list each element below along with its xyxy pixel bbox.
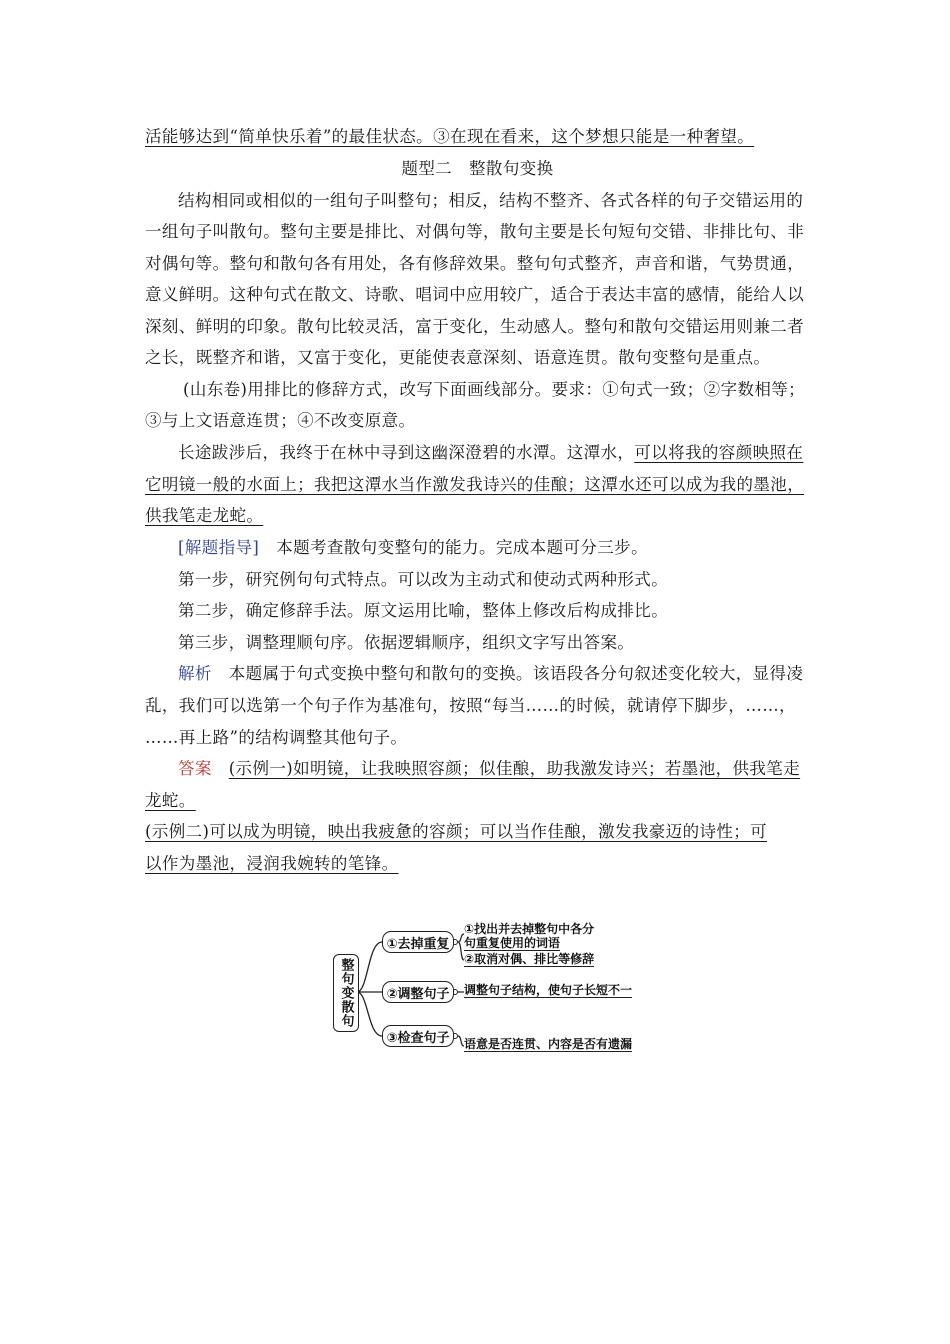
mind-map-leaf: ②取消对偶、排比等修辞 — [464, 952, 595, 966]
step-line: 第一步，研究例句句式特点。可以改为主动式和使动式两种形式。 — [178, 570, 669, 589]
answer-line — [145, 821, 810, 843]
step-line: 第二步，确定修辞手法。原文运用比喻，整体上修改后构成排比。 — [178, 601, 669, 620]
underlined-line: 它明镜一般的水面上；我把这潭水当作激发我诗兴的佳酿；这潭水还可以成为我的墨池， — [145, 475, 805, 494]
analysis-line — [145, 663, 843, 685]
step-line: 第三步，调整理顺句序。依据逻辑顺序，组织文字写出答案。 — [178, 633, 635, 652]
analysis-text: 本题属于句式变换中整句和散句的变换。该语段各分句叙述变化较大，显得凌 — [228, 664, 804, 683]
underlined-line: 供我笔走龙蛇。 — [145, 506, 264, 525]
underlined-text: 可以将我的容颜映照在 — [634, 443, 804, 462]
passage-line — [145, 442, 843, 464]
analysis-line: 乱，我们可以选第一个句子作为基准句，按照“每当……的时候，就请停下脚步，……， — [145, 696, 797, 715]
answer-line: 龙蛇。 — [145, 791, 196, 810]
paragraph-line: 之长，既整齐和谐，又富于变化，更能使表意深刻、语意连贯。散句变整句是重点。 — [145, 348, 771, 367]
analysis-line: ……再上路”的结构调整其他句子。 — [145, 728, 408, 747]
mind-map-branch: ②调整句子 — [382, 981, 454, 1003]
answer-line: 以作为墨池，浸润我婉转的笔锋。 — [145, 854, 399, 873]
mind-map-leaf: ①找出并去掉整句中各分 — [464, 922, 595, 936]
question-line: (山东卷)用排比的修辞方式，改写下面画线部分。要求：①句式一致；②字数相等； — [183, 380, 806, 399]
paragraph-line: 一组句子叫散句。整句主要是排比、对偶句等，散句主要是长句短句交错、非排比句、非 — [145, 222, 805, 241]
text-line: 活能够达到“简单快乐着”的最佳状态。③在现在看来，这个梦想只能是一种奢望。 — [145, 127, 755, 146]
answer-text: (示例一)如明镜，让我映照容颜；似佳酿，助我激发诗兴；若墨池，供我笔走 — [228, 759, 801, 778]
mind-map-leaf: 语意是否连贯、内容是否有遗漏 — [464, 1037, 633, 1051]
guide-label: [解题指导] — [178, 538, 260, 557]
paragraph-line: 对偶句等。整句和散句各有用处，各有修辞效果。整句句式整齐，声音和谐，气势贯通， — [145, 254, 805, 273]
paragraph-line: 结构相同或相似的一组句子叫整句；相反，结构不整齐、各式各样的句子交错运用的 — [178, 191, 804, 210]
paragraph-line: 意义鲜明。这种句式在散文、诗歌、唱词中应用较广，适合于表达丰富的感情，能给人以 — [145, 285, 805, 304]
guide-line — [145, 537, 843, 559]
guide-text: 本题考查散句变整句的能力。完成本题可分三步。 — [276, 538, 648, 557]
answer-line — [145, 758, 843, 780]
mind-map-branch: ③检查句子 — [382, 1025, 454, 1047]
mind-map-root: 整句变散句 — [333, 954, 359, 1032]
passage-text: 长途跋涉后，我终于在林中寻到这幽深澄碧的水潭。这潭水， — [178, 443, 635, 462]
mind-map-leaf: 调整句子结构，使句子长短不一 — [464, 983, 633, 997]
section-title: 题型二 整散句变换 — [401, 159, 554, 178]
answer-text: (示例二)可以成为明镜，映出我疲惫的容颜；可以当作佳酿，激发我豪迈的诗性；可 — [145, 822, 768, 841]
question-line: ③与上文语意连贯；④不改变原意。 — [145, 411, 416, 430]
mind-map-branch: ①去掉重复 — [382, 931, 454, 953]
analysis-label: 解析 — [178, 664, 212, 683]
answer-label: 答案 — [178, 759, 212, 778]
mind-map — [330, 918, 650, 1058]
paragraph-line: 深刻、鲜明的印象。散句比较灵活，富于变化，生动感人。整句和散句交错运用则兼二者 — [145, 317, 805, 336]
mind-map-leaf: 句重复使用的词语 — [464, 936, 561, 950]
